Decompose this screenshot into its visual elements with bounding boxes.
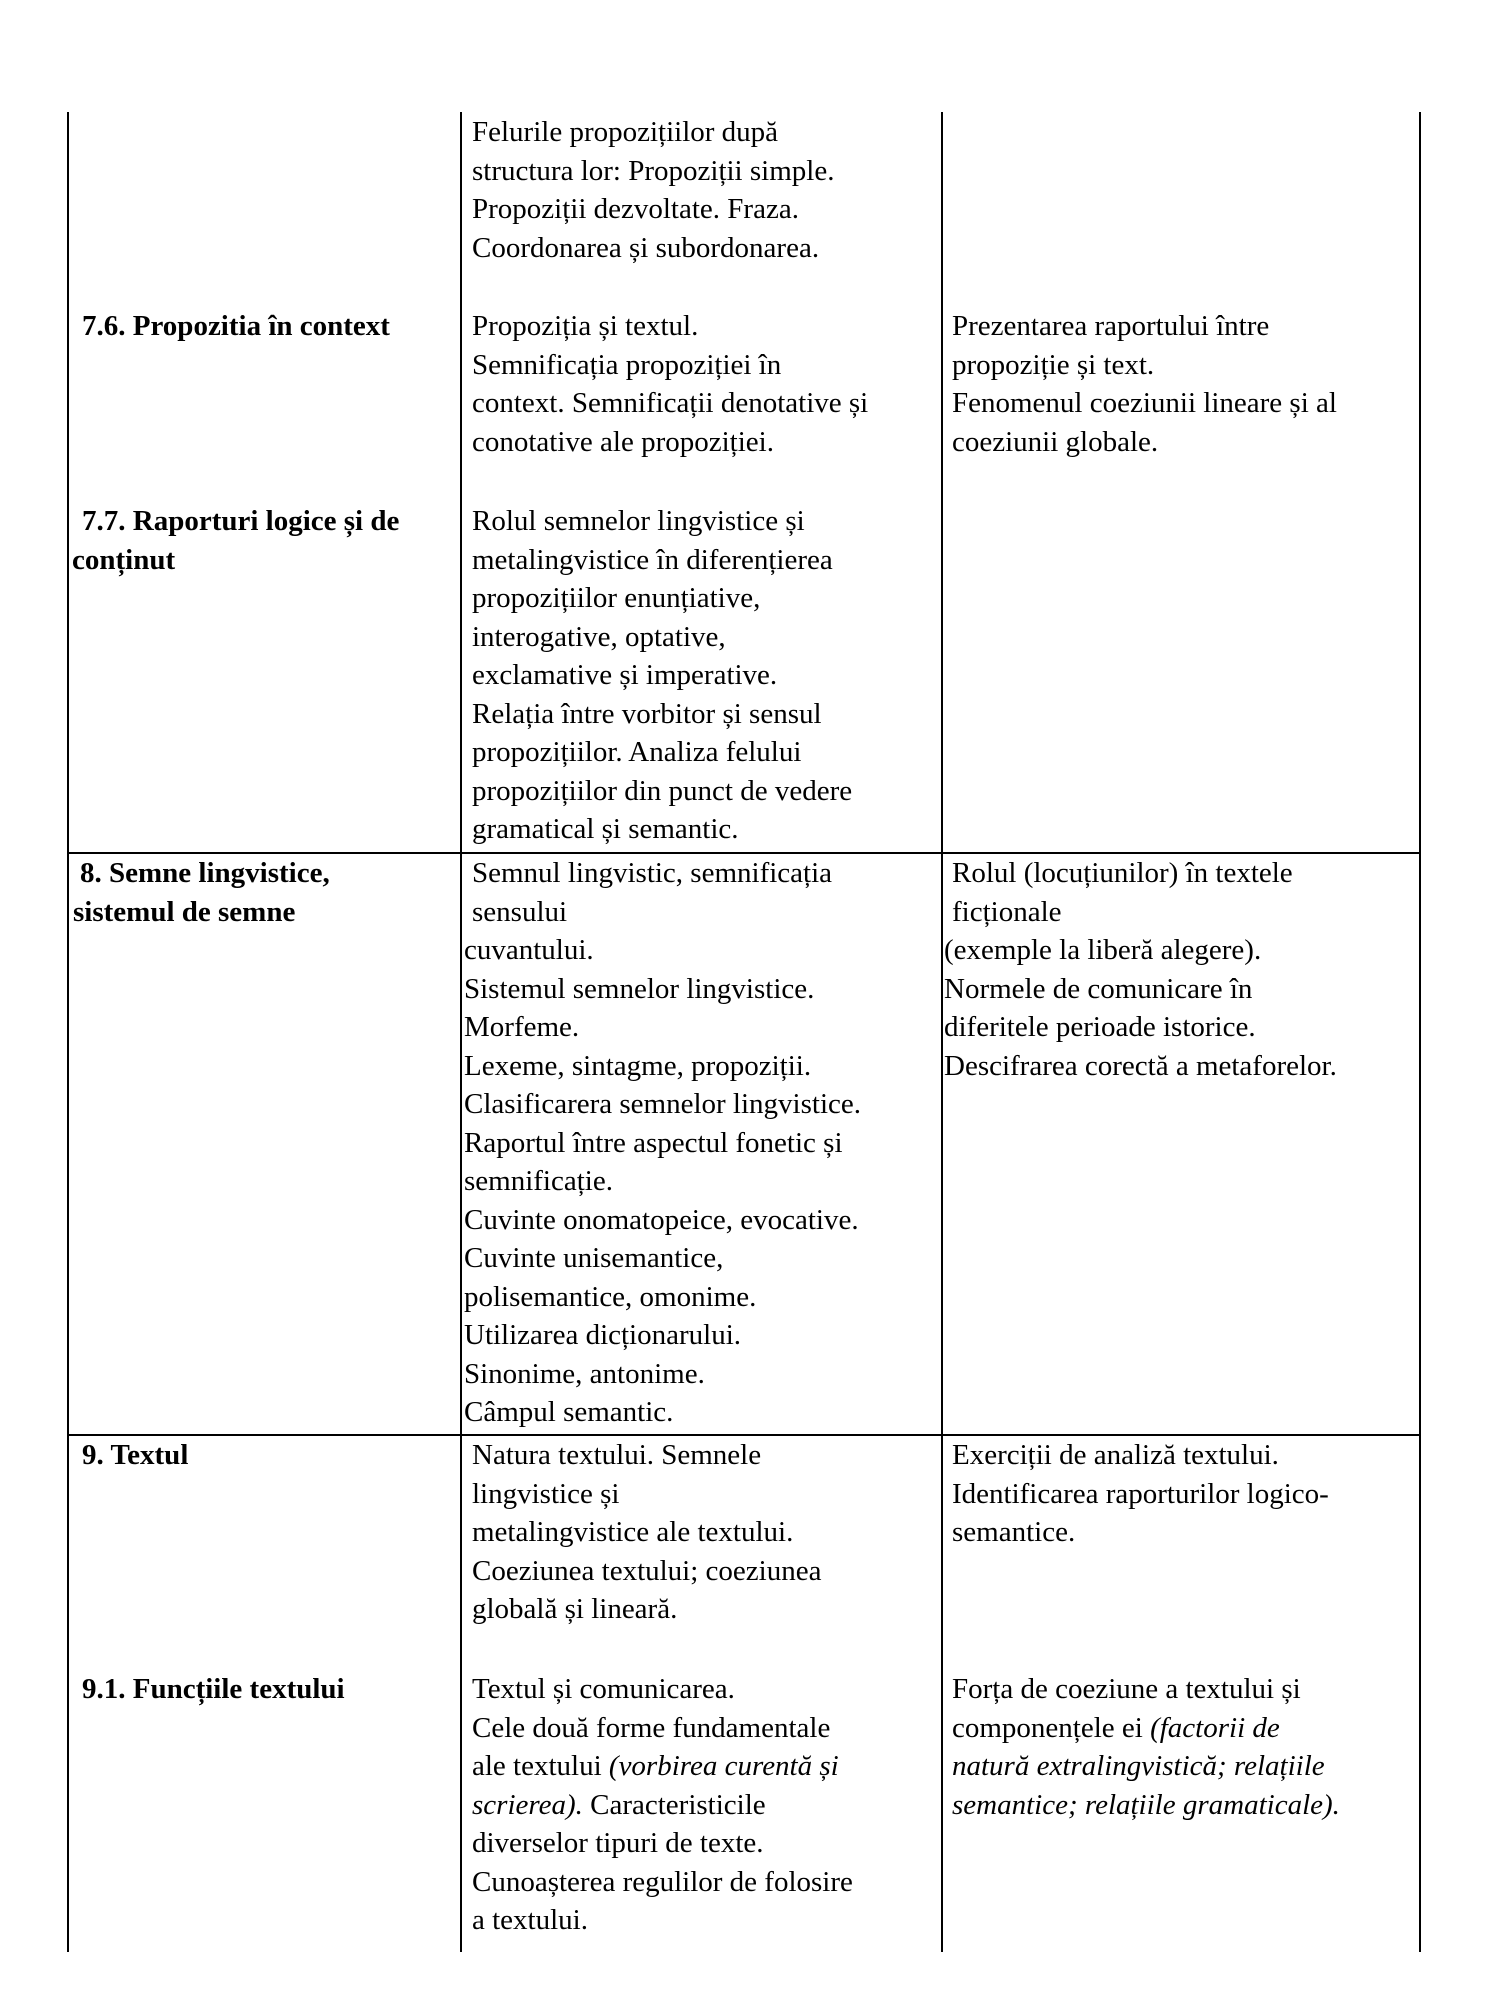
text-line: structura lor: Propoziții simple.: [472, 154, 835, 187]
topic-heading: 7.6. Propozitia în context: [82, 310, 390, 342]
text-line: metalingvistice în diferențierea: [472, 543, 833, 576]
text-line: semnificație.: [464, 1165, 613, 1197]
text-line: Sinonime, antonime.: [464, 1357, 705, 1390]
text-line: Cele două forme fundamentale: [472, 1711, 831, 1744]
text-line: metalingvistice ale textului.: [472, 1516, 794, 1548]
text-line: Identificarea raporturilor logico-: [952, 1477, 1329, 1510]
text-line: Câmpul semantic.: [464, 1396, 674, 1428]
text-line: propozițiilor. Analiza felului: [472, 736, 802, 768]
text-line: Exerciții de analiză textului.: [952, 1439, 1279, 1471]
topic-heading: sistemul de semne: [73, 895, 296, 928]
text-line: propozițiilor din punct de vedere: [472, 774, 853, 807]
topic-cell: [72, 502, 400, 579]
text-line: Semnificația propoziției în: [472, 348, 782, 381]
activities-cell: [952, 1670, 1340, 1824]
text-line: [472, 1747, 853, 1786]
text-line: Textul și comunicarea.: [472, 1673, 735, 1705]
text-span: Caracteristicile: [582, 1788, 766, 1821]
text-line: Felurile propozițiilor după: [472, 116, 779, 148]
text-line: Cunoașterea regulilor de folosire: [472, 1865, 853, 1898]
table-left-border: [67, 112, 69, 1952]
text-line: Fenomenul coeziunii lineare și al: [952, 387, 1337, 419]
text-line: cuvantului.: [464, 934, 594, 966]
text-line: conotative ale propoziției.: [472, 425, 774, 458]
column-divider-1: [460, 112, 462, 1952]
text-line: Cuvinte unisemantice,: [464, 1242, 724, 1274]
text-line: Relația între vorbitor și sensul: [472, 697, 822, 730]
text-line: Semnul lingvistic, semnificația: [472, 857, 833, 889]
text-line: polisemantice, omonime.: [464, 1280, 757, 1313]
text-line: diferitele perioade istorice.: [944, 1011, 1256, 1043]
text-line: Clasificarera semnelor lingvistice.: [464, 1088, 861, 1120]
text-line: Natura textului. Semnele: [472, 1439, 762, 1471]
text-span: ale textului: [472, 1750, 609, 1782]
topic-cell: [73, 854, 330, 931]
text-line: propoziție și text.: [952, 348, 1155, 381]
topic-cell: [82, 307, 390, 346]
topic-heading: 9. Textul: [82, 1439, 189, 1471]
italic-text-line: semantice; relațiile gramaticale).: [952, 1788, 1340, 1821]
activities-cell: [952, 1436, 1329, 1552]
text-line: ficționale: [952, 895, 1062, 928]
text-line: semantice.: [952, 1516, 1076, 1548]
text-line: Coeziunea textului; coeziunea: [472, 1554, 822, 1587]
text-line: Forța de coeziune a textului și: [952, 1673, 1301, 1705]
topic-heading: 7.7. Raporturi logice și de: [82, 505, 400, 537]
text-line: Morfeme.: [464, 1011, 580, 1043]
text-line: Coordonarea și subordonarea.: [472, 231, 820, 264]
text-line: (exemple la liberă alegere).: [944, 934, 1262, 966]
topic-cell: [82, 1436, 188, 1475]
text-line: [472, 1786, 853, 1825]
content-cell: [472, 1436, 821, 1629]
text-line: gramatical și semantic.: [472, 813, 739, 845]
topic-heading: conținut: [72, 543, 176, 576]
text-span: componențele ei: [952, 1711, 1151, 1744]
text-line: interogative, optative,: [472, 620, 726, 653]
text-line: globală și lineară.: [472, 1593, 678, 1625]
text-line: diverselor tipuri de texte.: [472, 1827, 764, 1859]
column-divider-2: [941, 112, 943, 1952]
italic-text: scrierea).: [472, 1788, 583, 1821]
content-cell: [472, 307, 868, 461]
text-line: Propoziții dezvoltate. Fraza.: [472, 193, 799, 225]
topic-heading: 8. Semne lingvistice,: [80, 857, 330, 889]
italic-text-line: natură extralingvistică; relațiile: [952, 1750, 1325, 1782]
text-line: coeziunii globale.: [952, 425, 1159, 458]
text-line: Cuvinte onomatopeice, evocative.: [464, 1203, 859, 1236]
content-cell: [472, 1670, 853, 1940]
text-line: Lexeme, sintagme, propoziții.: [464, 1049, 812, 1082]
text-line: Sistemul semnelor lingvistice.: [464, 972, 815, 1005]
text-line: propozițiilor enunțiative,: [472, 582, 761, 614]
text-line: [952, 1709, 1340, 1748]
text-line: Descifrarea corectă a metaforelor.: [944, 1049, 1337, 1082]
topic-cell: [82, 1670, 345, 1709]
table-right-border: [1419, 112, 1421, 1952]
content-cell: [464, 854, 861, 1432]
text-line: Normele de comunicare în: [944, 972, 1253, 1005]
activities-cell: [944, 854, 1337, 1085]
text-line: a textului.: [472, 1904, 588, 1936]
content-cell: [472, 113, 834, 267]
italic-text: (factorii de: [1150, 1711, 1280, 1744]
text-line: sensului: [472, 895, 568, 928]
text-line: exclamative și imperative.: [472, 659, 778, 691]
text-line: Rolul (locuțiunilor) în textele: [952, 857, 1293, 889]
text-line: Utilizarea dicționarului.: [464, 1319, 742, 1351]
text-line: Prezentarea raportului între: [952, 310, 1270, 342]
text-line: context. Semnificații denotative și: [472, 387, 869, 419]
italic-text: (vorbirea curentă și: [608, 1750, 839, 1782]
topic-heading: 9.1. Funcțiile textului: [82, 1673, 345, 1705]
text-line: Propoziția și textul.: [472, 310, 699, 342]
text-line: lingvistice și: [472, 1477, 620, 1510]
activities-cell: [952, 307, 1337, 461]
text-line: Raportul între aspectul fonetic și: [464, 1126, 843, 1159]
text-line: Rolul semnelor lingvistice și: [472, 505, 805, 537]
content-cell: [472, 502, 852, 849]
